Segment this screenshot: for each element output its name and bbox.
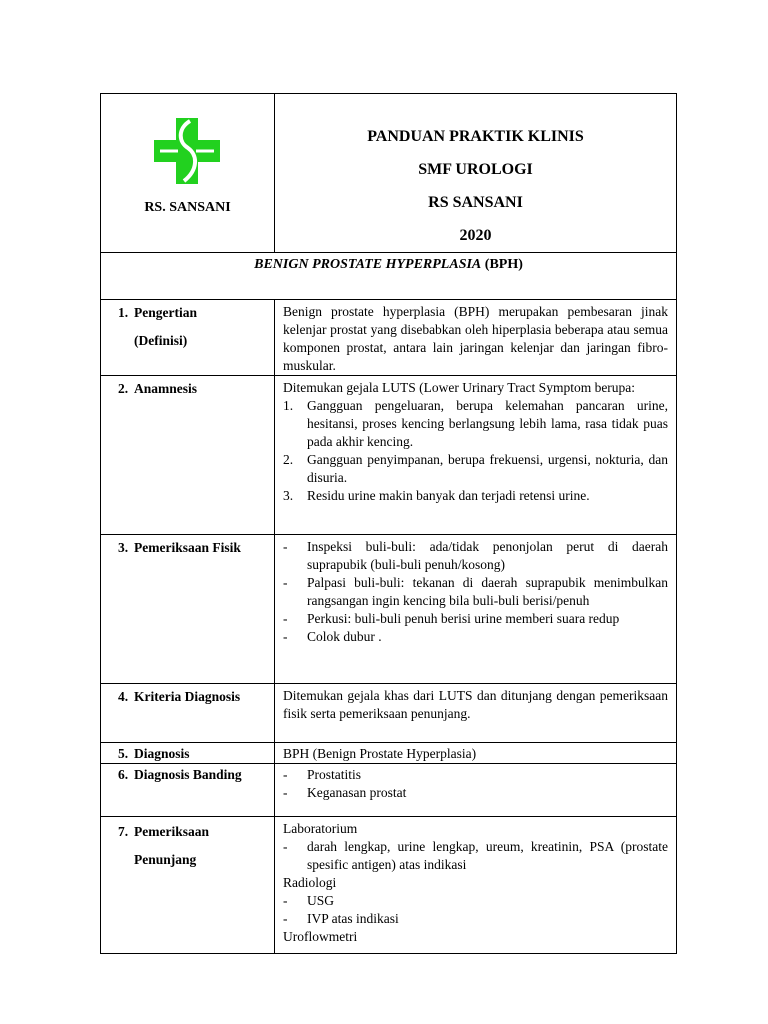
section-label-cell bbox=[101, 376, 275, 535]
section-number: 6. bbox=[118, 767, 129, 782]
section-label: Diagnosis Banding bbox=[134, 767, 242, 782]
section-label: Kriteria Diagnosis bbox=[134, 689, 241, 704]
radiology-list bbox=[283, 892, 668, 928]
section-content-diagnosis: BPH (Benign Prostate Hyperplasia) bbox=[275, 743, 677, 764]
list-item-text: USG bbox=[307, 893, 335, 908]
physical-exam-list bbox=[283, 538, 668, 646]
list-item bbox=[283, 628, 668, 646]
list-item-text: Gangguan penyimpanan, berupa frekuensi, urgensi, nokturia, dan disuria. bbox=[307, 452, 668, 485]
list-item-text: darah lengkap, urine lengkap, ureum, kreatinin, PSA (prostate spesific antigen) atas indikasi bbox=[307, 839, 668, 872]
section-number: 4. bbox=[118, 689, 129, 704]
list-marker: - bbox=[283, 767, 288, 782]
section-number: 7. bbox=[118, 824, 129, 839]
list-marker: - bbox=[283, 611, 288, 626]
radiology-heading: Radiologi bbox=[283, 875, 337, 890]
list-item-text: Residu urine makin banyak dan terjadi retensi urine. bbox=[307, 488, 590, 503]
list-marker: - bbox=[283, 539, 288, 554]
section-number: 5. bbox=[118, 746, 129, 761]
section-label: Pemeriksaan bbox=[134, 824, 209, 839]
section-label: Diagnosis bbox=[134, 746, 190, 761]
document-title-row bbox=[101, 253, 677, 300]
logo-cell bbox=[101, 94, 275, 253]
lab-list bbox=[283, 838, 668, 874]
section-row-physical-exam bbox=[101, 535, 677, 684]
document-title-abbrev: (BPH) bbox=[481, 257, 523, 272]
header-department-line: SMF UROLOGI bbox=[418, 161, 533, 178]
section-number: 2. bbox=[118, 381, 129, 396]
list-marker: - bbox=[283, 911, 288, 926]
list-marker: - bbox=[283, 575, 288, 590]
section-row-differential-diagnosis bbox=[101, 764, 677, 817]
list-item bbox=[283, 892, 668, 910]
header-row bbox=[101, 94, 677, 253]
document-title-italic: BENIGN PROSTATE HYPERPLASIA bbox=[254, 257, 482, 272]
list-marker: - bbox=[283, 785, 288, 800]
section-label-cell bbox=[101, 535, 275, 684]
section-content-differential-diagnosis bbox=[275, 764, 677, 817]
section-label-cell bbox=[101, 300, 275, 376]
header-title-line: PANDUAN PRAKTIK KLINIS bbox=[367, 128, 584, 145]
section-sublabel: (Definisi) bbox=[134, 333, 188, 348]
section-row-definition bbox=[101, 300, 677, 376]
list-marker: 1. bbox=[283, 398, 294, 413]
list-item bbox=[283, 487, 668, 505]
list-item-text: Palpasi buli-buli: tekanan di daerah suprapubik menimbulkan rangsangan ingin kencing bila buli-buli berisi/penuh bbox=[307, 575, 668, 608]
list-item-text: Colok dubur . bbox=[307, 629, 382, 644]
list-item bbox=[283, 574, 668, 610]
list-item bbox=[283, 538, 668, 574]
list-item bbox=[283, 397, 668, 451]
section-row-supporting-exam bbox=[101, 817, 677, 954]
header-title-cell bbox=[275, 94, 677, 253]
section-label-cell bbox=[101, 817, 275, 954]
list-marker: - bbox=[283, 839, 288, 854]
list-item-text: Gangguan pengeluaran, berupa kelemahan pancaran urine, hesitansi, proses kencing berlangsung lebih lama, rasa tidak puas pada akhir kencing. bbox=[307, 398, 668, 449]
section-number: 1. bbox=[118, 305, 129, 320]
differential-list bbox=[283, 766, 668, 802]
section-content-anamnesis bbox=[275, 376, 677, 535]
document-title bbox=[101, 253, 677, 300]
section-content-physical-exam bbox=[275, 535, 677, 684]
list-marker: - bbox=[283, 893, 288, 908]
list-item bbox=[283, 784, 668, 802]
hospital-name: RS. SANSANI bbox=[144, 200, 231, 215]
section-label-cell bbox=[101, 743, 275, 764]
section-sublabel: Penunjang bbox=[134, 852, 197, 867]
header-year-line: 2020 bbox=[459, 227, 492, 244]
section-content-diagnostic-criteria: Ditemukan gejala khas dari LUTS dan ditunjang dengan pemeriksaan fisik serta pemeriksaan penunjang. bbox=[275, 684, 677, 743]
list-marker: 2. bbox=[283, 452, 294, 467]
clinical-guideline-table bbox=[100, 93, 677, 954]
list-item bbox=[283, 766, 668, 784]
section-row-anamnesis bbox=[101, 376, 677, 535]
list-marker: - bbox=[283, 629, 288, 644]
list-item bbox=[283, 610, 668, 628]
document-page bbox=[100, 93, 676, 954]
list-item-text: Prostatitis bbox=[307, 767, 362, 782]
list-item-text: Perkusi: buli-buli penuh berisi urine memberi suara redup bbox=[307, 611, 620, 626]
section-content-definition: Benign prostate hyperplasia (BPH) merupakan pembesaran jinak kelenjar prostat yang disebabkan oleh hiperplasia beberapa atau semua komponen prostat, antara lain jaringan kelenjar dan jaringan fibro-muskular. bbox=[275, 300, 677, 376]
uroflowmetry-heading: Uroflowmetri bbox=[283, 929, 358, 944]
lab-heading: Laboratorium bbox=[283, 821, 358, 836]
anamnesis-list bbox=[283, 397, 668, 505]
hospital-cross-logo-icon bbox=[154, 118, 220, 184]
list-item-text: Keganasan prostat bbox=[307, 785, 407, 800]
section-label: Pemeriksaan Fisik bbox=[134, 540, 241, 555]
list-item bbox=[283, 838, 668, 874]
header-hospital-line: RS SANSANI bbox=[428, 194, 523, 211]
section-row-diagnosis bbox=[101, 743, 677, 764]
section-content-supporting-exam bbox=[275, 817, 677, 954]
section-row-diagnostic-criteria bbox=[101, 684, 677, 743]
list-item-text: Inspeksi buli-buli: ada/tidak penonjolan perut di daerah suprapubik (buli-buli penuh/kosong) bbox=[307, 539, 668, 572]
section-label-cell bbox=[101, 764, 275, 817]
list-item bbox=[283, 910, 668, 928]
section-label-cell bbox=[101, 684, 275, 743]
list-item-text: IVP atas indikasi bbox=[307, 911, 399, 926]
anamnesis-intro: Ditemukan gejala LUTS (Lower Urinary Tract Symptom berupa: bbox=[283, 380, 636, 395]
list-marker: 3. bbox=[283, 488, 294, 503]
section-number: 3. bbox=[118, 540, 129, 555]
list-item bbox=[283, 451, 668, 487]
section-label: Anamnesis bbox=[134, 381, 198, 396]
section-label: Pengertian bbox=[134, 305, 197, 320]
